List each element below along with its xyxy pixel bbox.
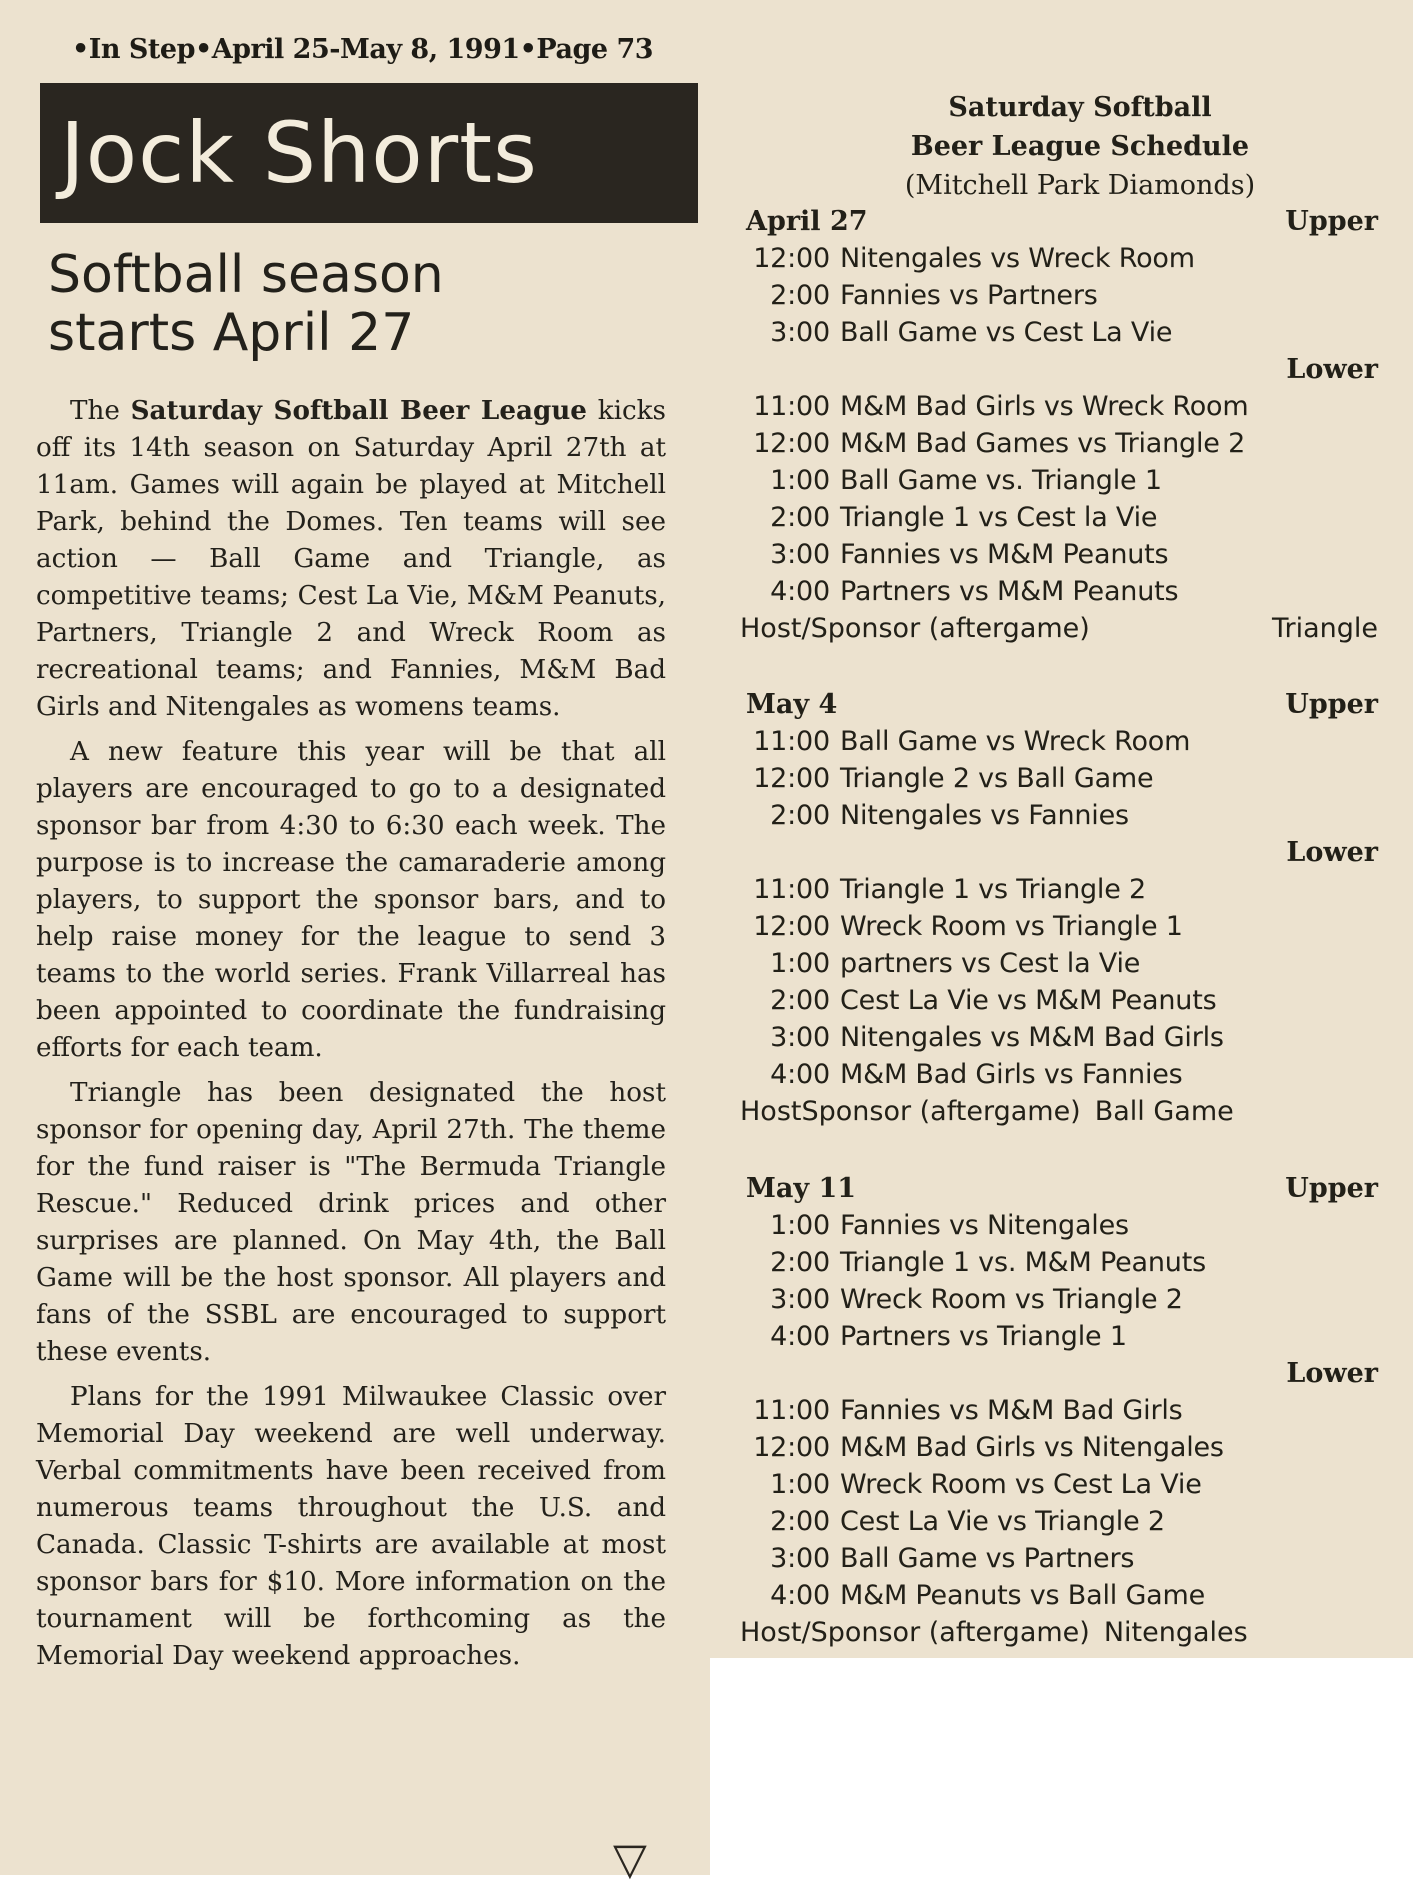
game-time: 11:00 bbox=[753, 726, 830, 757]
game-time: 2:00 bbox=[770, 800, 830, 831]
game-time: 1:00 bbox=[770, 465, 830, 496]
game-matchup: Nitengales vs Fannies bbox=[840, 800, 1129, 831]
article-paragraph-2: A new feature this year will be that all players are encouraged to go to a designated sponsor bar from 4:30 to 6:30 each week. The purpose is to increase the camaraderie among players, to support the sponsor bars, and to help raise money for the league to send 3 teams to the world series. Frank Villarreal has been appointed to coordinate the fundraising efforts for each team. bbox=[36, 737, 666, 1063]
schedule-game-row bbox=[740, 760, 1378, 797]
game-matchup: Fannies vs M&M Peanuts bbox=[840, 539, 1169, 570]
schedule-game-row bbox=[740, 277, 1378, 314]
game-matchup: Wreck Room vs Triangle 2 bbox=[840, 1284, 1183, 1315]
host-sponsor-row bbox=[740, 610, 1378, 647]
game-matchup: Triangle 1 vs. M&M Peanuts bbox=[840, 1247, 1206, 1278]
schedule-game-row bbox=[740, 1429, 1378, 1466]
schedule-game-row bbox=[740, 388, 1378, 425]
schedule-game-row bbox=[740, 723, 1378, 760]
game-matchup: Fannies vs M&M Bad Girls bbox=[840, 1395, 1183, 1426]
host-sponsor-team: Nitengales bbox=[1103, 1617, 1248, 1648]
game-time: 3:00 bbox=[770, 1022, 830, 1053]
schedule-day-header bbox=[740, 1170, 1378, 1207]
host-sponsor-row bbox=[740, 1093, 1378, 1130]
article-body bbox=[36, 392, 666, 1683]
game-matchup: Wreck Room vs Cest La Vie bbox=[840, 1469, 1202, 1500]
schedule-game-row bbox=[740, 425, 1378, 462]
schedule-location: (Mitchell Park Diamonds) bbox=[904, 170, 1256, 201]
game-time: 12:00 bbox=[753, 243, 830, 274]
schedule-date: April 27 bbox=[746, 206, 868, 237]
game-matchup: M&M Bad Girls vs Wreck Room bbox=[840, 391, 1249, 422]
game-matchup: partners vs Cest la Vie bbox=[840, 948, 1141, 979]
headline-line-1: Softball season bbox=[48, 245, 444, 305]
schedule-game-row bbox=[740, 1019, 1378, 1056]
game-matchup: Wreck Room vs Triangle 1 bbox=[840, 911, 1183, 942]
game-matchup: Ball Game vs Wreck Room bbox=[840, 726, 1191, 757]
game-time: 2:00 bbox=[770, 280, 830, 311]
game-matchup: Triangle 1 vs Triangle 2 bbox=[840, 874, 1147, 905]
host-sponsor-label: Host/Sponsor (aftergame) bbox=[740, 1617, 1090, 1648]
game-matchup: Fannies vs Nitengales bbox=[840, 1210, 1129, 1241]
game-time: 12:00 bbox=[753, 763, 830, 794]
game-matchup: Cest La Vie vs Triangle 2 bbox=[840, 1506, 1165, 1537]
end-mark-icon: ▽ bbox=[613, 1834, 647, 1885]
p1-lead: The bbox=[70, 396, 131, 426]
game-time: 12:00 bbox=[753, 1432, 830, 1463]
game-matchup: Nitengales vs M&M Bad Girls bbox=[840, 1022, 1224, 1053]
game-time: 4:00 bbox=[770, 1321, 830, 1352]
game-time: 1:00 bbox=[770, 948, 830, 979]
upper-diamond-label: Upper bbox=[1285, 689, 1378, 720]
host-sponsor-team: Ball Game bbox=[1094, 1096, 1234, 1127]
upper-diamond-label: Upper bbox=[1285, 206, 1378, 237]
schedule-title-line-2: Beer League Schedule bbox=[910, 131, 1250, 162]
schedule-game-row bbox=[740, 1281, 1378, 1318]
game-matchup: Partners vs Triangle 1 bbox=[840, 1321, 1127, 1352]
game-matchup: M&M Bad Girls vs Fannies bbox=[840, 1059, 1183, 1090]
game-time: 3:00 bbox=[770, 1284, 830, 1315]
game-time: 12:00 bbox=[753, 911, 830, 942]
schedule-game-row bbox=[740, 462, 1378, 499]
host-sponsor-label: HostSponsor (aftergame) bbox=[740, 1096, 1081, 1127]
schedule-game-row bbox=[740, 499, 1378, 536]
schedule-day-may-11 bbox=[740, 1170, 1378, 1651]
schedule-game-row bbox=[740, 1244, 1378, 1281]
game-time: 4:00 bbox=[770, 1059, 830, 1090]
schedule-game-row bbox=[740, 1503, 1378, 1540]
schedule-game-row bbox=[740, 1318, 1378, 1355]
article-paragraph-3: Triangle has been designated the host sponsor for opening day, April 27th. The theme for the fund raiser is "The Bermuda Triangle Rescue." Reduced drink prices and other surprises are planned. On May 4th, the Ball Game will be the host sponsor. All players and fans of the SSBL are encouraged to support these events. bbox=[36, 1078, 666, 1367]
schedule-game-row bbox=[740, 945, 1378, 982]
game-matchup: Triangle 2 vs Ball Game bbox=[840, 763, 1154, 794]
running-head: •In Step•April 25-May 8, 1991•Page 73 bbox=[72, 34, 654, 65]
game-matchup: Nitengales vs Wreck Room bbox=[840, 243, 1195, 274]
schedule-day-may-4 bbox=[740, 686, 1378, 1130]
headline-line-2: starts April 27 bbox=[48, 303, 415, 363]
game-time: 2:00 bbox=[770, 502, 830, 533]
game-matchup: Ball Game vs Partners bbox=[840, 1543, 1135, 1574]
game-time: 1:00 bbox=[770, 1210, 830, 1241]
schedule-day-april-27 bbox=[740, 203, 1378, 647]
schedule-game-row bbox=[740, 240, 1378, 277]
game-time: 12:00 bbox=[753, 428, 830, 459]
game-matchup: Fannies vs Partners bbox=[840, 280, 1098, 311]
section-masthead: Jock Shorts bbox=[40, 83, 698, 223]
schedule-day-header bbox=[740, 203, 1378, 240]
game-matchup: Partners vs M&M Peanuts bbox=[840, 576, 1179, 607]
article-paragraph-4: Plans for the 1991 Milwaukee Classic over Memorial Day weekend are well underway. Verbal commitments have been received from numerous teams throughout the U.S. and Canada. Classic T-shirts are available at most sponsor bars for $10. More information on the tournament will be forthcoming as the Memorial Day weekend approaches. bbox=[36, 1382, 666, 1671]
schedule-game-row bbox=[740, 908, 1378, 945]
game-matchup: M&M Peanuts vs Ball Game bbox=[840, 1580, 1206, 1611]
host-sponsor-team: Triangle bbox=[1271, 613, 1378, 644]
article-headline bbox=[48, 246, 688, 362]
league-name: Saturday Softball Beer League bbox=[130, 395, 587, 426]
schedule-game-row bbox=[740, 1540, 1378, 1577]
lower-diamond-label: Lower bbox=[1286, 1358, 1378, 1389]
article-paragraph-1 bbox=[36, 392, 666, 726]
game-time: 11:00 bbox=[753, 874, 830, 905]
game-time: 11:00 bbox=[753, 391, 830, 422]
game-time: 2:00 bbox=[770, 1506, 830, 1537]
lower-diamond-label: Lower bbox=[1286, 354, 1378, 385]
schedule-game-row bbox=[740, 1577, 1378, 1614]
schedule-title-line-1: Saturday Softball bbox=[948, 92, 1212, 123]
schedule-game-row bbox=[740, 314, 1378, 351]
schedule-game-row bbox=[740, 1466, 1378, 1503]
game-time: 3:00 bbox=[770, 539, 830, 570]
schedule-date: May 11 bbox=[746, 1173, 857, 1204]
schedule-game-row bbox=[740, 797, 1378, 834]
game-time: 3:00 bbox=[770, 1543, 830, 1574]
schedule-title bbox=[820, 88, 1340, 205]
game-matchup: Cest La Vie vs M&M Peanuts bbox=[840, 985, 1217, 1016]
game-time: 1:00 bbox=[770, 1469, 830, 1500]
upper-diamond-label: Upper bbox=[1285, 1173, 1378, 1204]
game-time: 3:00 bbox=[770, 317, 830, 348]
game-matchup: Ball Game vs. Triangle 1 bbox=[840, 465, 1162, 496]
schedule-game-row bbox=[740, 1207, 1378, 1244]
schedule-game-row bbox=[740, 871, 1378, 908]
schedule-date: May 4 bbox=[746, 689, 838, 720]
schedule-game-row bbox=[740, 536, 1378, 573]
game-matchup: M&M Bad Games vs Triangle 2 bbox=[840, 428, 1246, 459]
schedule-game-row bbox=[740, 1392, 1378, 1429]
game-time: 2:00 bbox=[770, 985, 830, 1016]
schedule-day-header bbox=[740, 686, 1378, 723]
game-time: 4:00 bbox=[770, 1580, 830, 1611]
p1-rest: kicks off its 14th season on Saturday April 27th at 11am. Games will again be played at Mitchell Park, behind the Domes. Ten teams will see action — Ball Game and Triangle, as competitive teams; Cest La Vie, M&M Peanuts, Partners, Triangle 2 and Wreck Room as recreational teams; and Fannies, M&M Bad Girls and Nitengales as womens teams. bbox=[36, 396, 666, 722]
game-time: 11:00 bbox=[753, 1395, 830, 1426]
schedule-game-row bbox=[740, 982, 1378, 1019]
schedule-game-row bbox=[740, 1056, 1378, 1093]
host-sponsor-row bbox=[740, 1614, 1378, 1651]
game-time: 4:00 bbox=[770, 576, 830, 607]
schedule-game-row bbox=[740, 573, 1378, 610]
game-matchup: Triangle 1 vs Cest la Vie bbox=[840, 502, 1158, 533]
game-time: 2:00 bbox=[770, 1247, 830, 1278]
lower-diamond-label: Lower bbox=[1286, 837, 1378, 868]
host-sponsor-label: Host/Sponsor (aftergame) bbox=[740, 613, 1090, 644]
game-matchup: M&M Bad Girls vs Nitengales bbox=[840, 1432, 1224, 1463]
game-matchup: Ball Game vs Cest La Vie bbox=[840, 317, 1173, 348]
